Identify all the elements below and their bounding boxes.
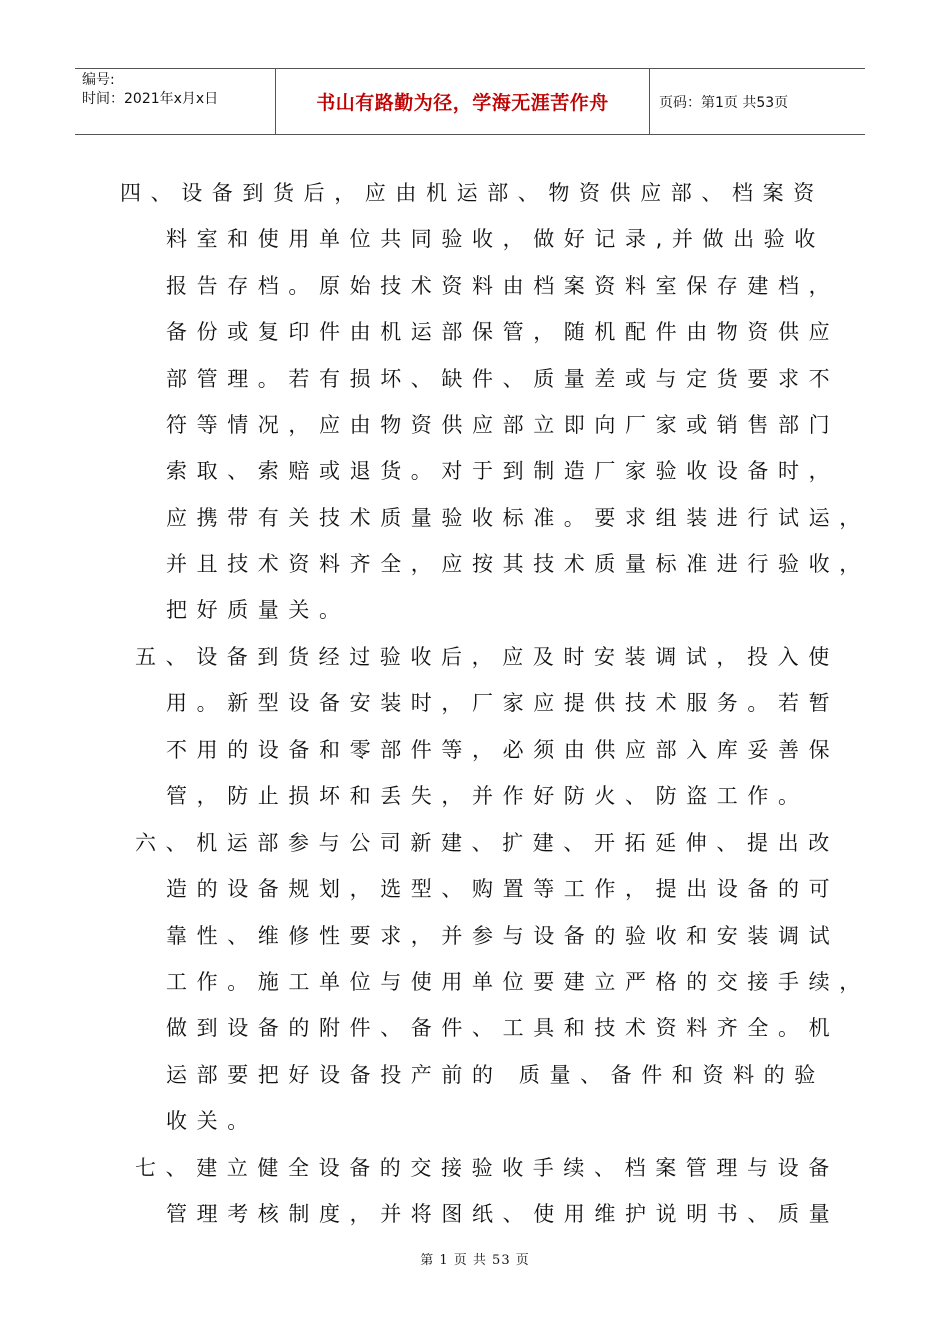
text-line: 做到设备的附件、备件、工具和技术资料齐全。机	[166, 1016, 840, 1040]
text-line: 管理考核制度，并将图纸、使用维护说明书、质量	[166, 1202, 840, 1226]
text-line: 六、机运部参与公司新建、扩建、开拓延伸、提出改	[135, 831, 839, 855]
text-line: 部管理。若有损坏、缺件、质量差或与定货要求不	[166, 367, 840, 391]
text-line: 四、设备到货后，应由机运部、物资供应部、档案资	[120, 181, 824, 205]
text-line: 造的设备规划，选型、购置等工作，提出设备的可	[166, 877, 840, 901]
text-line: 七、建立健全设备的交接验收手续、档案管理与设备	[135, 1156, 839, 1180]
text-line: 应携带有关技术质量验收标准。要求组装进行试运，	[166, 506, 870, 530]
text-line: 工作。施工单位与使用单位要建立严格的交接手续，	[166, 970, 870, 994]
page-footer: 第 1 页 共 53 页	[420, 1253, 530, 1268]
text-line: 并且技术资料齐全，应按其技术质量标准进行验收，	[166, 552, 870, 576]
header-motto-cell	[276, 69, 650, 134]
text-line: 收关。	[166, 1109, 258, 1133]
text-line: 运部要把好设备投产前的 质量、备件和资料的验	[166, 1063, 825, 1087]
text-line: 备份或复印件由机运部保管，随机配件由物资供应	[166, 320, 840, 344]
text-line: 五、设备到货经过验收后，应及时安装调试，投入使	[135, 645, 839, 669]
header-page-cell	[650, 69, 865, 134]
time-label: 时间：2021年x月x日	[82, 91, 219, 107]
page-header	[75, 68, 865, 135]
text-line: 报告存档。原始技术资料由档案资料室保存建档，	[166, 274, 840, 298]
header-motto: 书山有路勤为径，学海无涯苦作舟	[316, 92, 609, 114]
text-line: 不用的设备和零部件等，必须由供应部入库妥善保	[166, 738, 840, 762]
header-page-number: 页码：第1页 共53页	[659, 94, 789, 111]
text-line: 管，防止损坏和丢失，并作好防火、防盗工作。	[166, 784, 809, 808]
serial-number-label: 编号:	[82, 72, 115, 88]
text-line: 把好质量关。	[166, 598, 350, 622]
text-line: 索取、索赔或退货。对于到制造厂家验收设备时，	[166, 459, 840, 483]
text-line: 符等情况，应由物资供应部立即向厂家或销售部门	[166, 413, 840, 437]
text-line: 用。新型设备安装时，厂家应提供技术服务。若暂	[166, 691, 840, 715]
text-line: 靠性、维修性要求，并参与设备的验收和安装调试	[166, 924, 840, 948]
header-meta	[75, 69, 276, 134]
text-line: 料室和使用单位共同验收，做好记录,并做出验收	[166, 227, 825, 251]
